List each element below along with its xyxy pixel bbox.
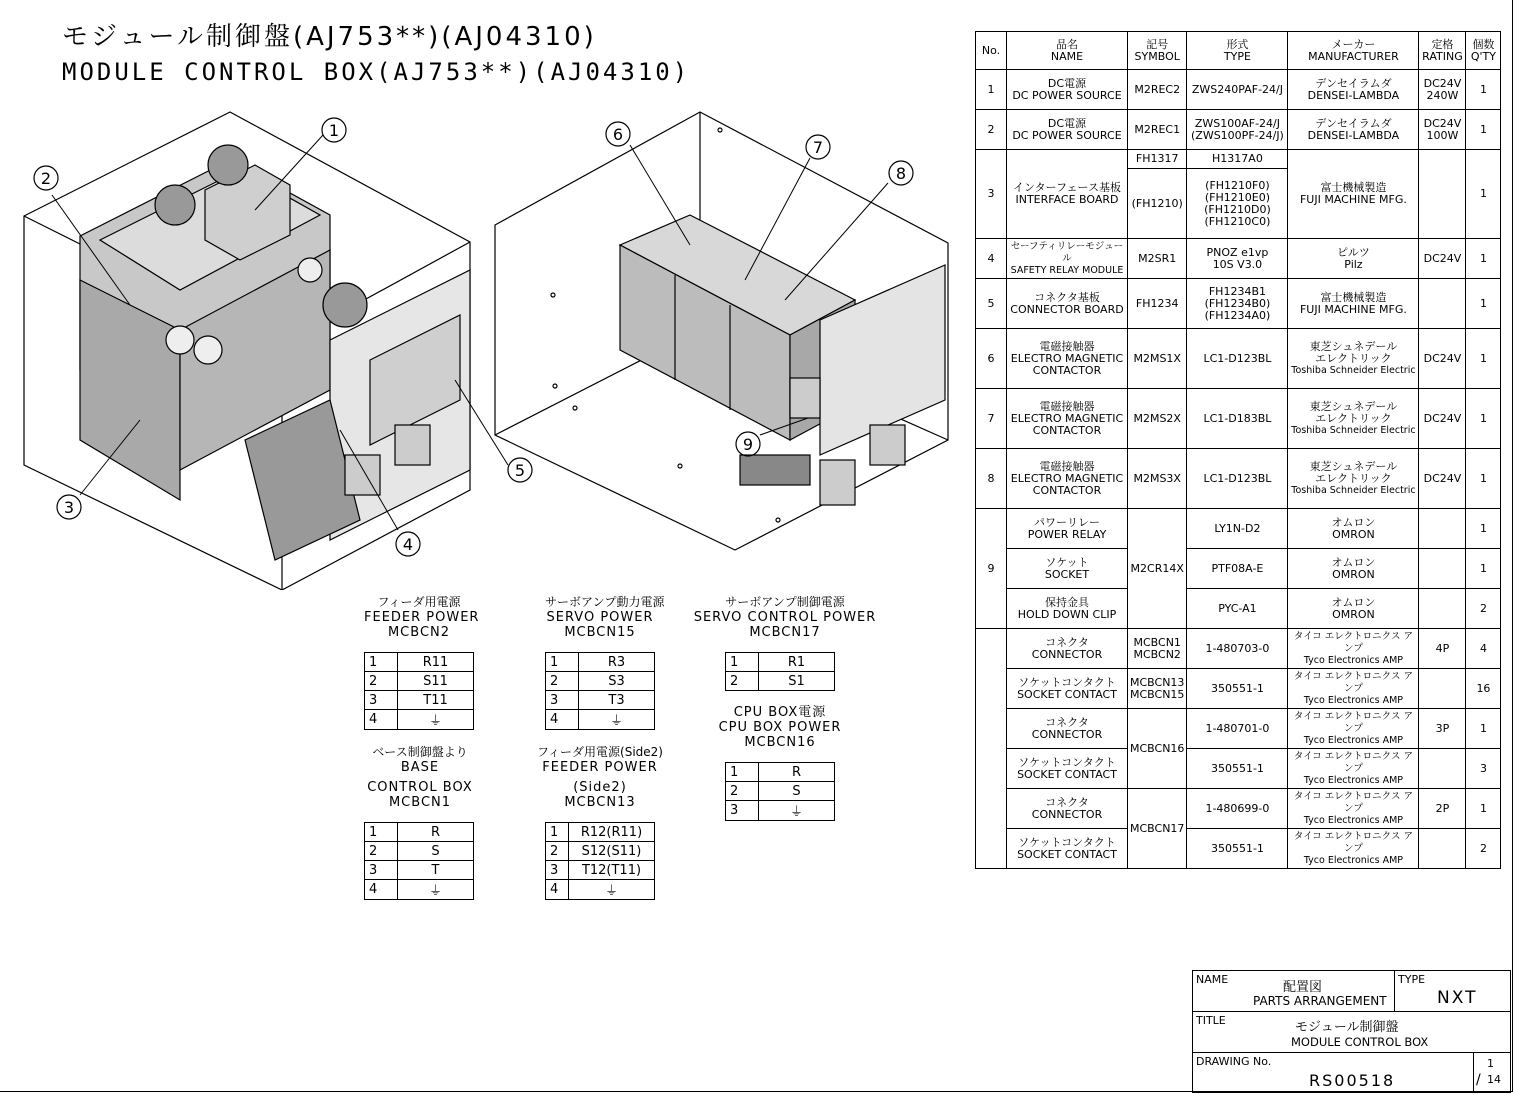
table-cell: 2 xyxy=(546,842,569,861)
table-cell: DENSEI-LAMBDA xyxy=(1307,88,1400,102)
header-rating-jp: 定格 xyxy=(1431,37,1454,51)
table-cell: タイコ エレクトロニクス アンプ xyxy=(1293,670,1414,694)
table-cell: 1 xyxy=(976,70,1007,110)
table-cell: 4 xyxy=(365,710,398,730)
table-cell: M2MS2X xyxy=(1128,389,1187,449)
table-cell: 1-480699-0 xyxy=(1187,789,1288,829)
table-cell: T3 xyxy=(579,691,655,710)
table-cell: CONTACTOR xyxy=(1032,363,1102,377)
table-cell: 350551-1 xyxy=(1187,749,1288,789)
callout-label-8: 8 xyxy=(895,164,907,183)
table-cell: S xyxy=(398,842,474,861)
table-cell: R xyxy=(759,763,835,782)
callout-label-6: 6 xyxy=(612,125,624,144)
table-row xyxy=(976,589,1501,629)
table-cell: パワーリレー xyxy=(1034,515,1100,529)
table-cell: SOCKET xyxy=(1044,567,1090,581)
table-cell: Pilz xyxy=(1344,257,1363,271)
table-cell: POWER RELAY xyxy=(1027,527,1107,541)
table-cell: M2REC2 xyxy=(1128,70,1187,110)
table-cell: (FH1210) xyxy=(1128,169,1187,239)
table-cell: MCBCN16 xyxy=(744,735,816,750)
table-cell: ZWS100AF-24/J xyxy=(1194,116,1281,130)
table-cell: CONNECTOR xyxy=(1031,807,1103,821)
table-row xyxy=(976,449,1501,509)
table-cell: 1 xyxy=(1466,389,1501,449)
table-cell: BASE xyxy=(400,760,440,775)
table-cell: DC電源 xyxy=(1047,116,1087,130)
table-cell: PYC-A1 xyxy=(1187,589,1288,629)
table-cell: Tyco Electronics AMP xyxy=(1303,774,1404,786)
table-cell: MCBCN13 xyxy=(1130,675,1185,689)
table-cell: 4 xyxy=(976,239,1007,279)
table-cell: 1 xyxy=(1466,70,1501,110)
sheet-slash: / xyxy=(1476,1072,1481,1088)
table-cell: オムロン xyxy=(1331,595,1376,609)
table-cell: FH1234B1 xyxy=(1208,284,1266,298)
table-cell: R xyxy=(398,823,474,842)
table-cell: H1317A0 xyxy=(1187,150,1288,169)
table-cell: LY1N-D2 xyxy=(1187,509,1288,549)
table-cell: 1 xyxy=(1466,709,1501,749)
table-cell: DC24V xyxy=(1419,239,1466,279)
table-cell: INTERFACE BOARD xyxy=(1015,193,1119,206)
table-cell: コネクタ基板 xyxy=(1034,290,1100,304)
table-cell: M2CR14X xyxy=(1128,509,1187,629)
table-cell: DC24V xyxy=(1419,329,1466,389)
drawing-no: RS00518 xyxy=(1309,1071,1396,1090)
table-cell: オムロン xyxy=(1331,555,1376,569)
table-cell: MCBCN2 xyxy=(387,625,451,640)
table-cell: Tyco Electronics AMP xyxy=(1303,734,1404,746)
table-cell: SERVO CONTROL POWER xyxy=(693,610,877,625)
table-row xyxy=(976,629,1501,669)
callout-label-1: 1 xyxy=(328,121,340,140)
table-cell: タイコ エレクトロニクス アンプ xyxy=(1293,830,1414,854)
table-cell: SAFETY RELAY MODULE xyxy=(1010,264,1124,276)
callout-label-2: 2 xyxy=(40,169,52,188)
ground-icon: ⏚ xyxy=(759,801,835,821)
feeder-power-side2-label xyxy=(530,745,670,810)
table-cell: CONTACTOR xyxy=(1032,423,1102,437)
table-cell: タイコ エレクトロニクス アンプ xyxy=(1293,630,1414,654)
table-cell: S1 xyxy=(759,672,835,691)
table-cell: 1 xyxy=(1466,549,1501,589)
table-cell: MCBCN13 xyxy=(564,795,636,810)
table-cell: 3 xyxy=(365,691,398,710)
table-cell: サーボアンプ制御電源 xyxy=(725,595,845,609)
table-row xyxy=(976,509,1501,549)
table-row xyxy=(976,669,1501,709)
table-cell: ソケットコンタクト xyxy=(1018,755,1116,769)
table-cell: 2 xyxy=(726,672,759,691)
table-cell: DC24V xyxy=(1419,449,1466,509)
table-cell: R11 xyxy=(398,653,474,672)
table-cell: エレクトリック xyxy=(1315,471,1392,485)
table-cell: OMRON xyxy=(1332,567,1375,581)
table-cell: R1 xyxy=(759,653,835,672)
table-cell: 4P xyxy=(1419,629,1466,669)
table-cell: OMRON xyxy=(1332,527,1375,541)
table-cell: インターフェース基板 xyxy=(1013,181,1121,194)
table-cell: 3 xyxy=(1466,749,1501,789)
name-en: PARTS ARRANGEMENT xyxy=(1253,994,1387,1008)
table-cell: OMRON xyxy=(1332,607,1375,621)
name-label: NAME xyxy=(1196,973,1229,986)
table-cell: SOCKET CONTACT xyxy=(1017,767,1117,781)
table-cell: (FH1234B0) xyxy=(1204,296,1271,310)
table-cell: Toshiba Schneider Electric xyxy=(1291,424,1416,436)
table-row xyxy=(976,70,1501,110)
table-cell: 7 xyxy=(976,389,1007,449)
table-cell: デンセイラムダ xyxy=(1315,116,1392,130)
table-cell: MCBCN2 xyxy=(1133,647,1181,661)
table-cell: ソケットコンタクト xyxy=(1018,835,1116,849)
table-cell: LC1-D123BL xyxy=(1187,449,1288,509)
callout-label-3: 3 xyxy=(63,498,75,517)
table-cell: 2 xyxy=(1466,829,1501,869)
table-cell: MCBCN1 xyxy=(1133,635,1181,649)
table-cell: 8 xyxy=(976,449,1007,509)
table-cell: CONTROL BOX xyxy=(367,780,473,795)
table-header-row xyxy=(976,32,1501,70)
table-cell: SOCKET CONTACT xyxy=(1017,687,1117,701)
table-cell: 1 xyxy=(365,653,398,672)
table-cell: SERVO POWER xyxy=(546,610,654,625)
table-cell: 1 xyxy=(365,823,398,842)
header-type-en: TYPE xyxy=(1223,49,1251,63)
table-cell: Tyco Electronics AMP xyxy=(1303,654,1404,666)
ground-icon: ⏚ xyxy=(398,710,474,730)
table-cell: MCBCN15 xyxy=(1130,687,1185,701)
title-english: MODULE CONTROL BOX(AJ753**)(AJ04310) xyxy=(62,58,691,86)
header-symbol-en: SYMBOL xyxy=(1134,49,1180,63)
table-cell: ピルツ xyxy=(1336,245,1370,259)
table-cell: コネクタ xyxy=(1045,635,1089,649)
table-cell: 1 xyxy=(1466,509,1501,549)
table-cell: LC1-D123BL xyxy=(1187,329,1288,389)
header-rating-en: RATING xyxy=(1422,49,1463,63)
title-block xyxy=(1192,970,1511,1093)
table-cell: 電磁接触器 xyxy=(1039,339,1095,353)
table-cell: ELECTRO MAGNETIC xyxy=(1010,411,1124,425)
table-cell: 2 xyxy=(726,782,759,801)
table-cell: T11 xyxy=(398,691,474,710)
table-cell: 1 xyxy=(1466,150,1501,239)
table-cell: 東芝シュネデール xyxy=(1309,399,1398,413)
table-row xyxy=(976,829,1501,869)
table-cell: ベース制御盤より xyxy=(372,745,468,759)
table-cell: M2MS1X xyxy=(1128,329,1187,389)
table-row xyxy=(976,709,1501,749)
table-cell: M2MS3X xyxy=(1128,449,1187,509)
table-cell: 1 xyxy=(1466,239,1501,279)
table-cell: 保持金具 xyxy=(1045,595,1089,609)
table-cell: DC電源 xyxy=(1047,76,1087,90)
table-cell: MCBCN15 xyxy=(564,625,636,640)
table-cell: コネクタ xyxy=(1045,715,1089,729)
table-cell: 240W xyxy=(1426,88,1459,102)
table-cell: HOLD DOWN CLIP xyxy=(1017,607,1117,621)
table-cell: 2 xyxy=(976,110,1007,150)
type-value: NXT xyxy=(1437,988,1478,1008)
table-cell: デンセイラムダ xyxy=(1315,76,1392,90)
table-cell: Toshiba Schneider Electric xyxy=(1291,484,1416,496)
callout-label-9: 9 xyxy=(742,435,754,454)
table-cell: MCBCN16 xyxy=(1128,709,1187,789)
table-cell: エレクトリック xyxy=(1315,351,1392,365)
table-row xyxy=(976,150,1501,169)
ground-icon: ⏚ xyxy=(579,710,655,730)
table-row xyxy=(976,329,1501,389)
table-cell: PTF08A-E xyxy=(1187,549,1288,589)
table-cell: S12(S11) xyxy=(569,842,655,861)
callout-label-7: 7 xyxy=(812,138,824,157)
table-cell: S11 xyxy=(398,672,474,691)
title-jp: モジュール制御盤 xyxy=(1295,1020,1399,1035)
cpu-box-pin-table xyxy=(725,762,835,821)
table-cell: 3P xyxy=(1419,709,1466,749)
table-cell: 4 xyxy=(365,880,398,900)
table-cell: ソケット xyxy=(1045,555,1089,569)
table-cell: M2REC1 xyxy=(1128,110,1187,150)
header-qty-jp: 個数 xyxy=(1472,37,1495,51)
ground-icon: ⏚ xyxy=(398,880,474,900)
table-cell: DENSEI-LAMBDA xyxy=(1307,128,1400,142)
servo-power-pin-table xyxy=(545,652,655,730)
table-cell: (FH1234A0) xyxy=(1204,308,1271,322)
table-cell: T12(T11) xyxy=(569,861,655,880)
table-cell: タイコ エレクトロニクス アンプ xyxy=(1293,750,1414,774)
table-cell: 1 xyxy=(1466,279,1501,329)
table-cell: 1-480703-0 xyxy=(1187,629,1288,669)
table-cell: 4 xyxy=(546,710,579,730)
table-row xyxy=(976,749,1501,789)
table-cell: ZWS240PAF-24/J xyxy=(1187,70,1288,110)
table-cell: FUJI MACHINE MFG. xyxy=(1299,302,1407,316)
table-cell: DC24V xyxy=(1419,389,1466,449)
cpu-box-power-label xyxy=(715,705,845,750)
table-cell: オムロン xyxy=(1331,515,1376,529)
table-cell: 2 xyxy=(546,672,579,691)
table-cell: 3 xyxy=(976,150,1007,239)
servo-control-pin-table xyxy=(725,652,835,691)
ground-icon: ⏚ xyxy=(569,880,655,900)
table-cell: 2 xyxy=(1466,589,1501,629)
table-cell: タイコ エレクトロニクス アンプ xyxy=(1293,710,1414,734)
title-japanese: モジュール制御盤(AJ753**)(AJ04310) xyxy=(62,22,597,52)
table-row xyxy=(976,110,1501,150)
table-cell: 1 xyxy=(1466,449,1501,509)
table-cell: FH1234 xyxy=(1128,279,1187,329)
table-cell: M2SR1 xyxy=(1128,239,1187,279)
header-name-en: NAME xyxy=(1050,49,1084,63)
table-cell: タイコ エレクトロニクス アンプ xyxy=(1293,790,1414,814)
table-cell: Tyco Electronics AMP xyxy=(1303,694,1404,706)
table-cell: DC24V xyxy=(1423,116,1462,130)
table-cell: 富士機械製造 xyxy=(1320,290,1387,304)
table-cell: 3 xyxy=(546,691,579,710)
table-cell: 350551-1 xyxy=(1187,829,1288,869)
sheet-total: 14 xyxy=(1487,1073,1501,1086)
table-cell: 3 xyxy=(546,861,569,880)
table-cell: CONTACTOR xyxy=(1032,483,1102,497)
table-cell: SOCKET CONTACT xyxy=(1017,847,1117,861)
table-cell: (FH1210D0) xyxy=(1204,202,1271,216)
table-row xyxy=(976,389,1501,449)
table-cell: CPU BOX POWER xyxy=(718,720,842,735)
table-cell: フィーダ用電源 xyxy=(377,595,461,609)
table-cell: 1 xyxy=(546,823,569,842)
table-cell: 東芝シュネデール xyxy=(1309,339,1398,353)
table-cell: 4 xyxy=(546,880,569,900)
table-cell: 1 xyxy=(1466,789,1501,829)
table-cell: 1 xyxy=(1466,110,1501,150)
table-cell: 2 xyxy=(365,672,398,691)
table-row xyxy=(976,549,1501,589)
table-cell: 16 xyxy=(1466,669,1501,709)
table-cell: Toshiba Schneider Electric xyxy=(1291,364,1416,376)
table-cell: 1 xyxy=(726,763,759,782)
table-cell: 1 xyxy=(1466,329,1501,389)
table-cell: 10S V3.0 xyxy=(1212,257,1263,271)
parts-list-table xyxy=(975,31,1501,869)
table-cell: 富士機械製造 xyxy=(1320,181,1387,194)
table-cell: 3 xyxy=(726,801,759,821)
table-cell: DC POWER SOURCE xyxy=(1012,128,1122,142)
table-cell: MCBCN1 xyxy=(388,795,452,810)
table-row xyxy=(976,239,1501,279)
table-cell: 4 xyxy=(1466,629,1501,669)
table-row xyxy=(976,279,1501,329)
table-cell: 5 xyxy=(976,279,1007,329)
table-cell: 1-480701-0 xyxy=(1187,709,1288,749)
table-cell: フィーダ用電源(Side2) xyxy=(537,745,663,759)
table-cell: 東芝シュネデール xyxy=(1309,459,1398,473)
table-cell: FEEDER POWER xyxy=(542,760,658,775)
table-cell: LC1-D183BL xyxy=(1187,389,1288,449)
feeder-power-label xyxy=(364,595,480,640)
table-cell: R12(R11) xyxy=(569,823,655,842)
header-symbol-jp: 記号 xyxy=(1146,37,1169,51)
module-box-illustration xyxy=(0,90,960,590)
table-cell: FUJI MACHINE MFG. xyxy=(1299,193,1407,206)
table-cell: CONNECTOR xyxy=(1031,647,1103,661)
table-cell: コネクタ xyxy=(1045,795,1089,809)
table-cell: 3 xyxy=(365,861,398,880)
title-en: MODULE CONTROL BOX xyxy=(1291,1035,1429,1049)
title-label: TITLE xyxy=(1196,1014,1226,1027)
table-cell: セーフティリレーモジュール xyxy=(1010,240,1124,264)
base-control-box-label xyxy=(355,745,485,810)
drawing-no-label: DRAWING No. xyxy=(1196,1055,1272,1068)
header-qty-en: Q'TY xyxy=(1470,49,1496,63)
table-cell: PNOZ e1vp xyxy=(1206,245,1269,259)
table-cell: MCBCN17 xyxy=(1128,789,1187,869)
table-cell: 9 xyxy=(976,509,1007,629)
table-cell: (FH1210F0) xyxy=(1205,178,1270,192)
table-cell: Tyco Electronics AMP xyxy=(1303,814,1404,826)
table-cell: (Side2) xyxy=(573,780,627,795)
table-cell: CONNECTOR xyxy=(1031,727,1103,741)
table-cell: FH1317 xyxy=(1128,150,1187,169)
table-cell: 350551-1 xyxy=(1187,669,1288,709)
feeder-power-pin-table xyxy=(364,652,474,730)
table-cell: (ZWS100PF-24/J) xyxy=(1191,128,1284,142)
table-cell: T xyxy=(398,861,474,880)
table-cell: 1 xyxy=(546,653,579,672)
table-row xyxy=(976,789,1501,829)
table-cell: (FH1210C0) xyxy=(1204,214,1271,228)
table-cell: Tyco Electronics AMP xyxy=(1303,854,1404,866)
table-cell: 6 xyxy=(976,329,1007,389)
table-cell: 電磁接触器 xyxy=(1039,399,1095,413)
name-jp: 配置図 xyxy=(1283,980,1323,995)
base-control-box-pin-table xyxy=(364,822,474,900)
header-no: No. xyxy=(981,43,1001,57)
table-cell: CPU BOX電源 xyxy=(733,705,827,720)
table-cell: MCBCN17 xyxy=(749,625,821,640)
table-cell: 2P xyxy=(1419,789,1466,829)
header-maker-en: MANUFACTURER xyxy=(1308,49,1399,63)
header-maker-jp: メーカー xyxy=(1331,37,1376,51)
sheet-number: 1 xyxy=(1487,1057,1494,1070)
feeder-power-side2-pin-table xyxy=(545,822,655,900)
table-cell: S3 xyxy=(579,672,655,691)
table-cell: S xyxy=(759,782,835,801)
table-cell: ソケットコンタクト xyxy=(1018,675,1116,689)
table-cell: FEEDER POWER xyxy=(364,610,480,625)
table-cell: (FH1210E0) xyxy=(1204,190,1270,204)
callout-label-4: 4 xyxy=(402,535,414,554)
table-cell: サーボアンプ動力電源 xyxy=(545,595,665,609)
table-cell: 100W xyxy=(1426,128,1459,142)
table-cell: R3 xyxy=(579,653,655,672)
header-name-jp: 品名 xyxy=(1056,37,1078,51)
table-cell: ELECTRO MAGNETIC xyxy=(1010,351,1124,365)
header-type-jp: 形式 xyxy=(1226,37,1249,51)
callout-label-5: 5 xyxy=(514,461,526,480)
table-cell: CONNECTOR BOARD xyxy=(1010,302,1124,316)
table-cell: DC POWER SOURCE xyxy=(1012,88,1122,102)
servo-control-label xyxy=(690,595,880,640)
servo-power-label xyxy=(545,595,665,640)
table-cell: エレクトリック xyxy=(1315,411,1392,425)
table-cell: ELECTRO MAGNETIC xyxy=(1010,471,1124,485)
type-label: TYPE xyxy=(1398,973,1426,986)
table-cell: 電磁接触器 xyxy=(1039,459,1095,473)
table-cell: 2 xyxy=(365,842,398,861)
table-cell: 1 xyxy=(726,653,759,672)
table-cell: DC24V xyxy=(1423,76,1462,90)
